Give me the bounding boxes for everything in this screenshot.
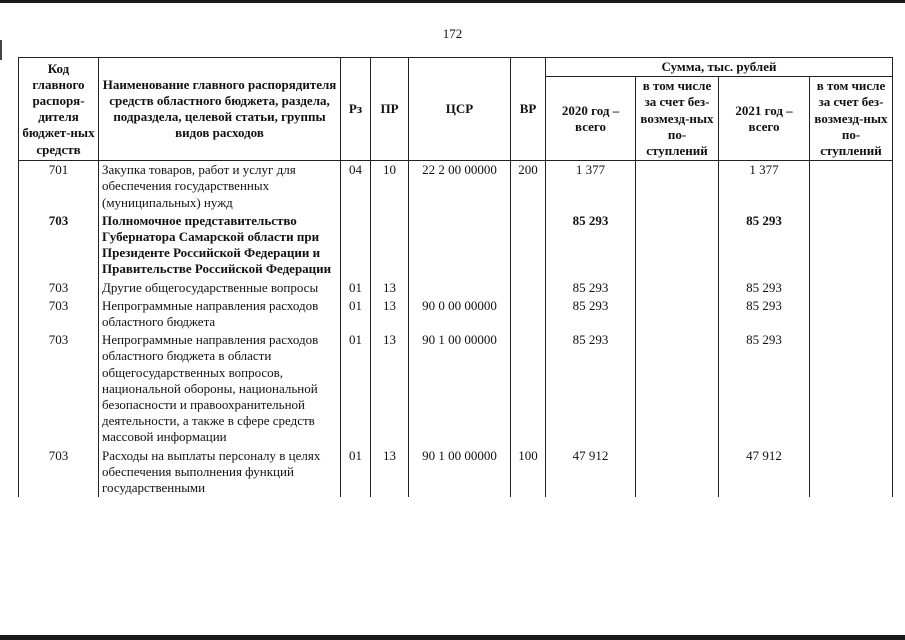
- cell-code: 703: [19, 447, 99, 498]
- cell-2021-total: 85 293: [719, 212, 810, 279]
- cell-pr: [371, 212, 409, 279]
- cell-2021-total: 47 912: [719, 447, 810, 498]
- cell-2020-total: 85 293: [546, 279, 636, 297]
- header-rz: Рз: [341, 58, 371, 161]
- cell-vr: 200: [511, 161, 546, 212]
- table-row: [19, 212, 893, 279]
- cell-csr: 90 0 00 00000: [409, 297, 511, 331]
- cell-2021-grants: [810, 297, 893, 331]
- cell-pr: 13: [371, 331, 409, 446]
- cell-vr: [511, 297, 546, 331]
- cell-rz: 04: [341, 161, 371, 212]
- cell-csr: [409, 212, 511, 279]
- cell-vr: [511, 331, 546, 446]
- cell-csr: 90 1 00 00000: [409, 331, 511, 446]
- cell-2021-total: 1 377: [719, 161, 810, 212]
- cell-name: Непрограммные направления расходов областного бюджета в области общегосударственных вопросов, национальной обороны, национальной безопасности и правоохранительной деятельности, а также в сфере средств массовой информации: [99, 331, 341, 446]
- cell-code: 703: [19, 279, 99, 297]
- table-row: [19, 297, 893, 331]
- header-2020-total: 2020 год – всего: [546, 77, 636, 161]
- cell-2021-total: 85 293: [719, 279, 810, 297]
- cell-name: Другие общегосударственные вопросы: [99, 279, 341, 297]
- budget-table: [18, 57, 893, 497]
- cell-pr: 10: [371, 161, 409, 212]
- cell-csr: [409, 279, 511, 297]
- cell-name: Полномочное представительство Губернатора Самарской области при Президенте Российской Федерации и Правительстве Российской Федерации: [99, 212, 341, 279]
- table-row: [19, 447, 893, 498]
- cell-name: Непрограммные направления расходов областного бюджета: [99, 297, 341, 331]
- cell-2020-grants: [636, 297, 719, 331]
- cell-2021-total: 85 293: [719, 331, 810, 446]
- cell-name: Расходы на выплаты персоналу в целях обеспечения выполнения функций государственными: [99, 447, 341, 498]
- header-vr: ВР: [511, 58, 546, 161]
- cell-code: 703: [19, 212, 99, 279]
- cell-2020-grants: [636, 279, 719, 297]
- header-2020-grants: в том числе за счет без-возмезд-ных по-ступлений: [636, 77, 719, 161]
- cell-vr: 100: [511, 447, 546, 498]
- cell-vr: [511, 212, 546, 279]
- header-row-1: [19, 58, 893, 77]
- scan-border-top: [0, 0, 905, 3]
- cell-pr: 13: [371, 297, 409, 331]
- cell-pr: 13: [371, 279, 409, 297]
- cell-code: 703: [19, 297, 99, 331]
- header-sum: Сумма, тыс. рублей: [546, 58, 893, 77]
- cell-2020-total: 47 912: [546, 447, 636, 498]
- cell-code: 703: [19, 331, 99, 446]
- cell-2020-total: 85 293: [546, 331, 636, 446]
- cell-name: Закупка товаров, работ и услуг для обеспечения государственных (муниципальных) нужд: [99, 161, 341, 212]
- cell-2021-grants: [810, 161, 893, 212]
- header-csr: ЦСР: [409, 58, 511, 161]
- header-2021-grants: в том числе за счет без-возмезд-ных по-ступлений: [810, 77, 893, 161]
- cell-2021-grants: [810, 279, 893, 297]
- cell-code: 701: [19, 161, 99, 212]
- cell-vr: [511, 279, 546, 297]
- cell-2020-total: 85 293: [546, 297, 636, 331]
- cell-2020-grants: [636, 161, 719, 212]
- cell-rz: 01: [341, 297, 371, 331]
- cell-csr: 22 2 00 00000: [409, 161, 511, 212]
- page-number: 172: [442, 26, 463, 41]
- cell-rz: 01: [341, 331, 371, 446]
- cell-2020-grants: [636, 212, 719, 279]
- header-2021-total: 2021 год – всего: [719, 77, 810, 161]
- scan-border-left: [0, 40, 2, 60]
- table-row: [19, 161, 893, 212]
- cell-2020-total: 85 293: [546, 212, 636, 279]
- cell-2021-grants: [810, 447, 893, 498]
- cell-2021-grants: [810, 331, 893, 446]
- cell-2020-grants: [636, 447, 719, 498]
- cell-2021-total: 85 293: [719, 297, 810, 331]
- header-code: Код главного распоря-дителя бюджет-ных средств: [19, 58, 99, 161]
- header-name: Наименование главного распорядителя средств областного бюджета, раздела, подраздела, целевой статьи, группы видов расходов: [99, 58, 341, 161]
- cell-rz: 01: [341, 447, 371, 498]
- header-pr: ПР: [371, 58, 409, 161]
- cell-2021-grants: [810, 212, 893, 279]
- cell-2020-total: 1 377: [546, 161, 636, 212]
- cell-rz: 01: [341, 279, 371, 297]
- cell-pr: 13: [371, 447, 409, 498]
- cell-rz: [341, 212, 371, 279]
- cell-csr: 90 1 00 00000: [409, 447, 511, 498]
- table-row: [19, 331, 893, 446]
- scan-border-bottom: [0, 635, 905, 640]
- table-row: [19, 279, 893, 297]
- cell-2020-grants: [636, 331, 719, 446]
